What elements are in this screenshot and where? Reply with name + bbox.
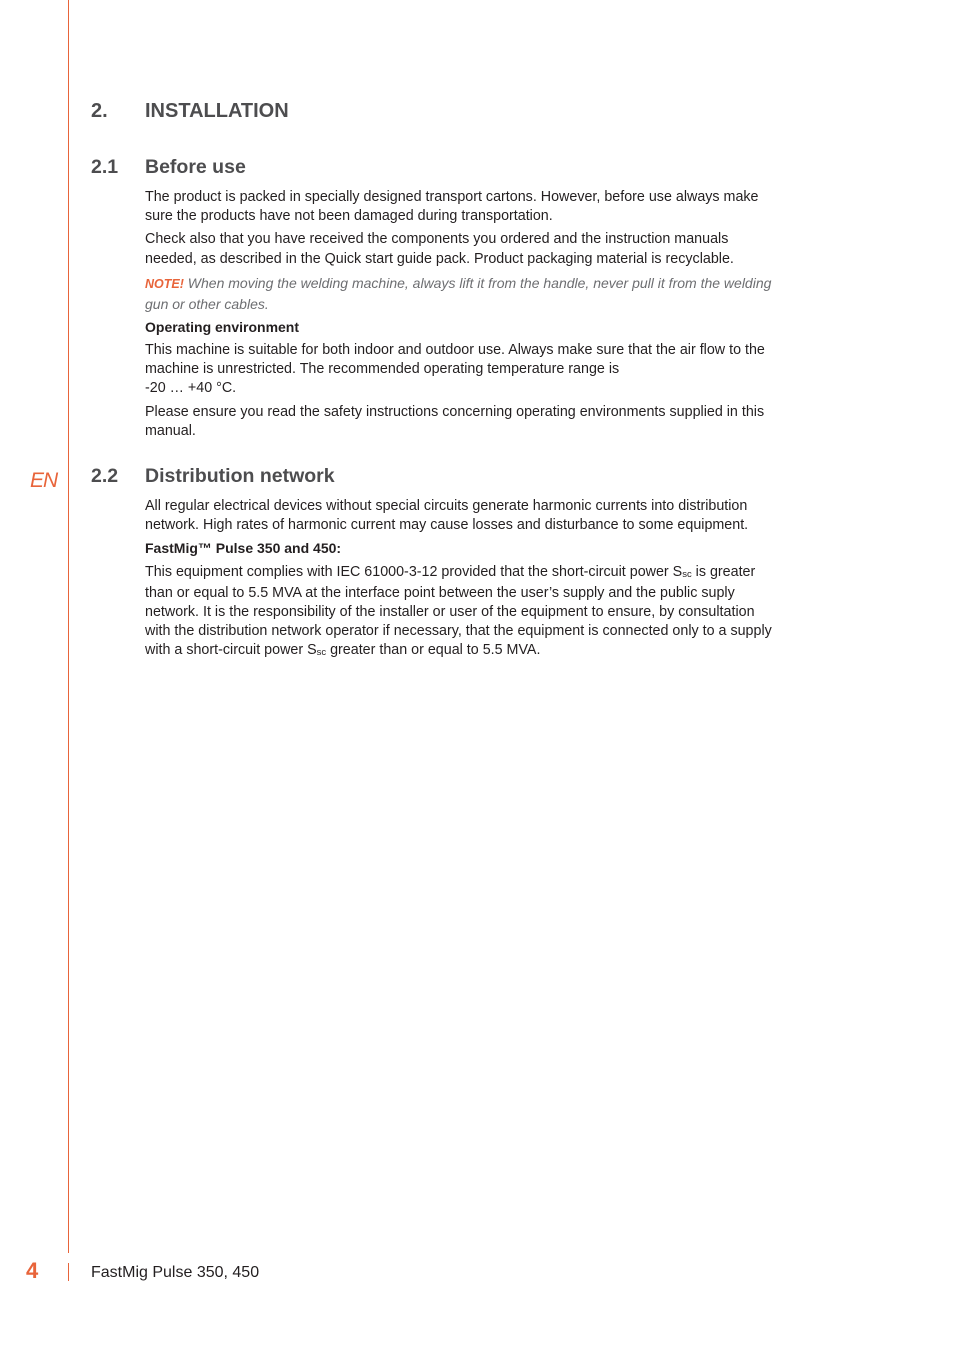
note-tag: NOTE!: [145, 276, 184, 291]
document-title: FastMig Pulse 350, 450: [91, 1264, 260, 1281]
paragraph: All regular electrical devices without special circuits generate harmonic currents into distribution network. High rates of harmonic current may cause losses and disturbance to some equipment.: [145, 498, 749, 534]
paragraph: The product is packed in specially designed transport cartons. However, before use always make sure the products have not been damaged during transportation.: [145, 189, 759, 225]
paragraph: Please ensure you read the safety instructions concerning operating environments supplied in this manual.: [145, 403, 765, 439]
section-title: INSTALLATION: [145, 100, 289, 122]
text-run: greater than or equal to 5.5 MVA.: [326, 642, 541, 659]
section-number: 2.: [91, 100, 108, 122]
heading-number: 2.2: [91, 465, 119, 487]
subscript: sc: [682, 568, 692, 580]
paragraph: [145, 563, 777, 663]
heading-title: Before use: [145, 156, 246, 178]
paragraph: [145, 341, 777, 399]
page-number: 4: [26, 1258, 39, 1283]
env-text: This machine is suitable for both indoor and outdoor use. Always make sure that the air flow to the machine is unrestricted. The recommended operating temperature range is: [145, 342, 765, 378]
footer-rule: [68, 1263, 69, 1281]
subheading-model: FastMig™ Pulse 350 and 450:: [145, 540, 342, 557]
note-text: When moving the welding machine, always lift it from the handle, never pull it from the welding gun or other cables.: [145, 274, 772, 312]
heading-distribution-network: [91, 465, 335, 488]
before-use-body: [145, 188, 777, 445]
temperature-range: -20 … +40 °C.: [145, 380, 237, 397]
text-run: is greater than or equal to 5.5 MVA at the interface point between the user’s supply and the public suply network. It is the responsibility of the installer or user of the equipment to ensure, by consultation with the distribution network operator if necessary, that the equipment is connected only to a supply with a short-circuit power S: [145, 563, 772, 659]
language-tab: EN: [30, 469, 58, 492]
note: [145, 273, 777, 314]
margin-rule: [68, 0, 69, 1253]
section-heading: [91, 100, 289, 123]
heading-title: Distribution network: [145, 465, 335, 487]
heading-number: 2.1: [91, 156, 119, 178]
heading-before-use: [91, 156, 246, 179]
distribution-body: [145, 497, 777, 667]
subheading-operating-environment: Operating environment: [145, 318, 300, 335]
text-run: This equipment complies with IEC 61000-3-12 provided that the short-circuit power S: [145, 563, 683, 580]
paragraph: Check also that you have received the components you ordered and the instruction manuals needed, as described in the Quick start guide pack. Product packaging material is recyclable.: [145, 231, 734, 267]
subscript: sc: [316, 647, 327, 659]
